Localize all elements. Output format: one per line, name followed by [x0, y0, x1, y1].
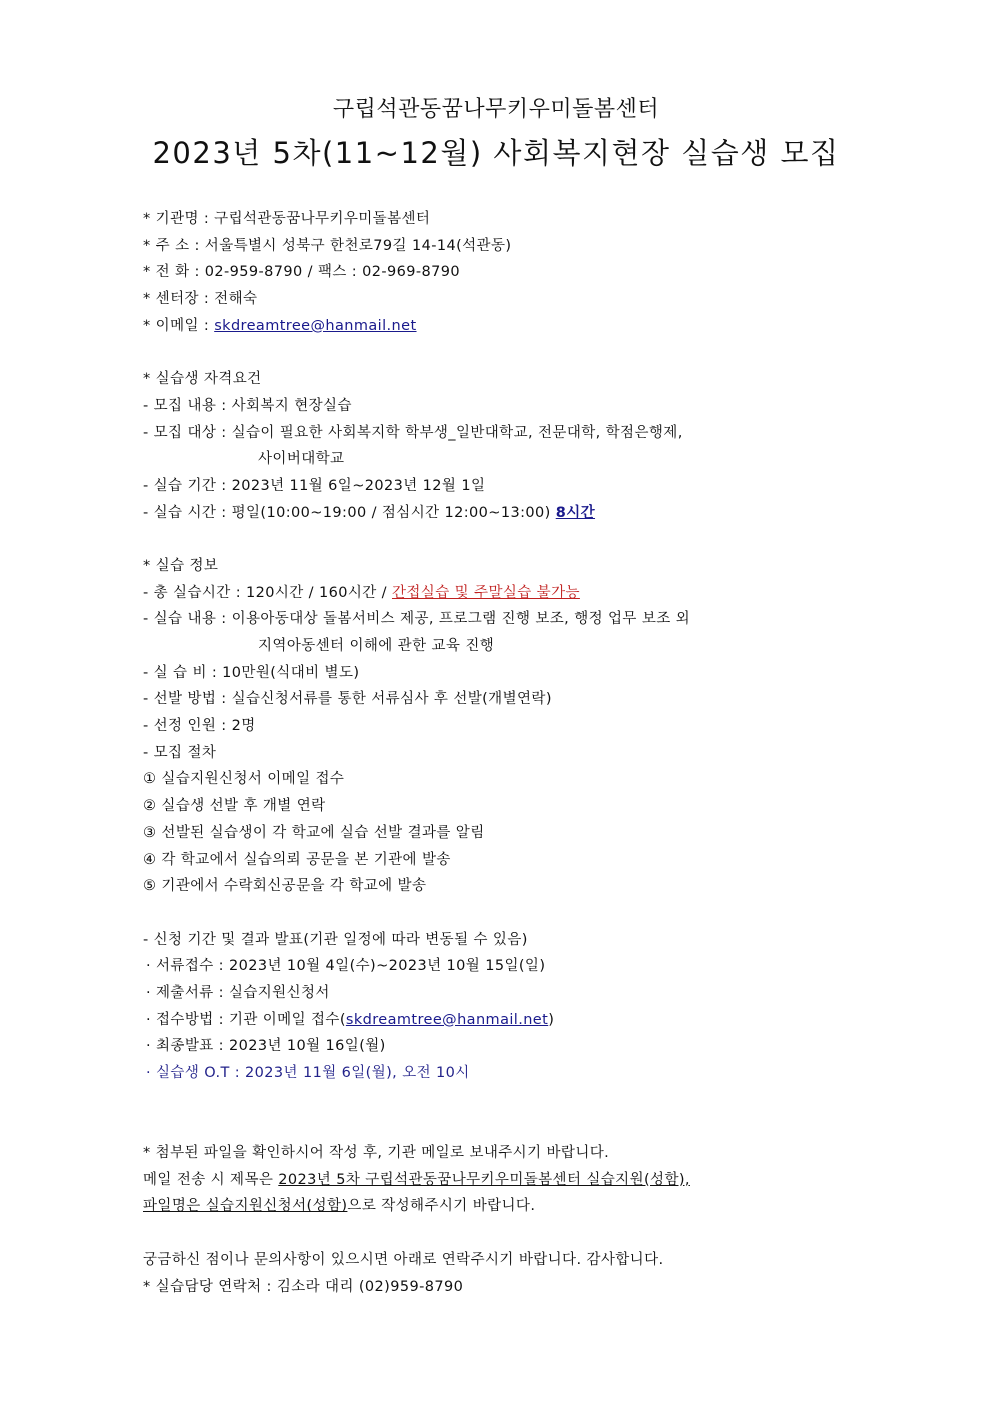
- spacer: [143, 1220, 843, 1247]
- info-director: * 센터장 : 전해숙: [143, 291, 258, 308]
- qualification-hours: - 실습 시간 : 평일(10:00~19:00 / 점심시간 12:00~13:00): [143, 504, 556, 521]
- info-phone: * 전 화 : 02-959-8790 / 팩스 : 02-969-8790: [143, 264, 460, 281]
- practice-selection: - 선발 방법 : 실습신청서류를 통한 서류심사 후 선발(개별연락): [143, 691, 552, 708]
- qualification-target-cont: 사이버대학교: [258, 451, 345, 468]
- procedure-heading: - 모집 절차: [143, 744, 217, 761]
- schedule-documents: · 제출서류 : 실습지원신청서: [146, 984, 330, 1001]
- spacer: [143, 339, 843, 366]
- qualification-period: - 실습 기간 : 2023년 11월 6일~2023년 12월 1일: [143, 477, 486, 494]
- procedure-step: ⑤ 기관에서 수락회신공문을 각 학교에 발송: [143, 878, 427, 895]
- recruit-title: 2023년 5차(11~12월) 사회복지현장 실습생 모집: [152, 136, 840, 170]
- schedule-method-suffix: ): [548, 1011, 555, 1028]
- closing-line3-row: [143, 1193, 843, 1220]
- closing-title-format: 2023년 5차 구립석관동꿈나무키우미돌봄센터 실습지원(성함),: [278, 1171, 690, 1188]
- document-body: [143, 206, 843, 1300]
- procedure-step: ① 실습지원신청서 이메일 접수: [143, 771, 345, 788]
- contact-line: * 실습담당 연락처 : 김소라 대리 (02)959-8790: [143, 1278, 464, 1295]
- practice-total-row: [143, 580, 843, 607]
- practice-total-highlight: 간접실습 및 주말실습 불가능: [391, 584, 580, 601]
- hours-highlight: 8시간: [555, 504, 596, 521]
- schedule-heading: - 신청 기간 및 결과 발표(기관 일정에 따라 변동될 수 있음): [143, 931, 528, 948]
- info-email-row: [143, 313, 843, 340]
- spacer: [143, 526, 843, 553]
- spacer: [143, 1113, 843, 1140]
- info-address: * 주 소 : 서울특별시 성북구 한천로79길 14-14(석관동): [143, 237, 512, 254]
- practice-total: - 총 실습시간 : 120시간 / 160시간 /: [143, 584, 392, 601]
- closing-line4: 궁금하신 점이나 문의사항이 있으시면 아래로 연락주시기 바랍니다. 감사합니다.: [143, 1251, 664, 1268]
- practice-content-cont: 지역아동센터 이해에 관한 교육 진행: [258, 638, 495, 654]
- qualification-target: - 모집 대상 : 실습이 필요한 사회복지학 학부생_일반대학교, 전문대학, 학점은행제,: [143, 424, 683, 441]
- qualification-heading: * 실습생 자격요건: [143, 371, 262, 388]
- schedule-ot: · 실습생 O.T : 2023년 11월 6일(월), 오전 10시: [146, 1065, 470, 1081]
- qualification-content: - 모집 내용 : 사회복지 현장실습: [143, 397, 352, 414]
- procedure-step: ④ 각 학교에서 실습의뢰 공문을 본 기관에 발송: [143, 851, 451, 868]
- org-title: 구립석관동꿈나무키우미돌봄센터: [332, 97, 660, 122]
- qualification-hours-row: [143, 500, 843, 527]
- spacer: [143, 900, 843, 927]
- closing-line1: * 첨부된 파일을 확인하시어 작성 후, 기관 메일로 보내주시기 바랍니다.: [143, 1145, 610, 1162]
- closing-filename-format: 파일명은 실습지원신청서(성함): [143, 1198, 348, 1215]
- procedure-step: ③ 선발된 실습생이 각 학교에 실습 선발 결과를 알림: [143, 824, 485, 841]
- spacer: [143, 1087, 843, 1114]
- schedule-method-row: [143, 1007, 843, 1034]
- closing-line2: 메일 전송 시 제목은: [143, 1171, 279, 1188]
- info-org: * 기관명 : 구립석관동꿈나무키우미돌봄센터: [143, 211, 431, 227]
- schedule-email-link[interactable]: skdreamtree@hanmail.net: [345, 1011, 549, 1028]
- schedule-receipt: · 서류접수 : 2023년 10월 4일(수)~2023년 10월 15일(일): [146, 958, 546, 975]
- closing-line3: 으로 작성해주시기 바랍니다.: [347, 1198, 536, 1215]
- practice-content: - 실습 내용 : 이용아동대상 돌봄서비스 제공, 프로그램 진행 보조, 행정 업무 보조 외: [143, 611, 691, 628]
- procedure-step: ② 실습생 선발 후 개별 연락: [143, 798, 326, 815]
- schedule-announce: · 최종발표 : 2023년 10월 16일(월): [146, 1038, 386, 1055]
- schedule-method: · 접수방법 : 기관 이메일 접수(: [146, 1011, 346, 1028]
- info-email-label: * 이메일 :: [143, 317, 215, 334]
- practice-heading: * 실습 정보: [143, 557, 219, 574]
- closing-line2-row: [143, 1167, 843, 1194]
- practice-fee: - 실 습 비 : 10만원(식대비 별도): [143, 664, 360, 681]
- practice-count: - 선정 인원 : 2명: [143, 718, 256, 735]
- email-link[interactable]: skdreamtree@hanmail.net: [214, 317, 417, 334]
